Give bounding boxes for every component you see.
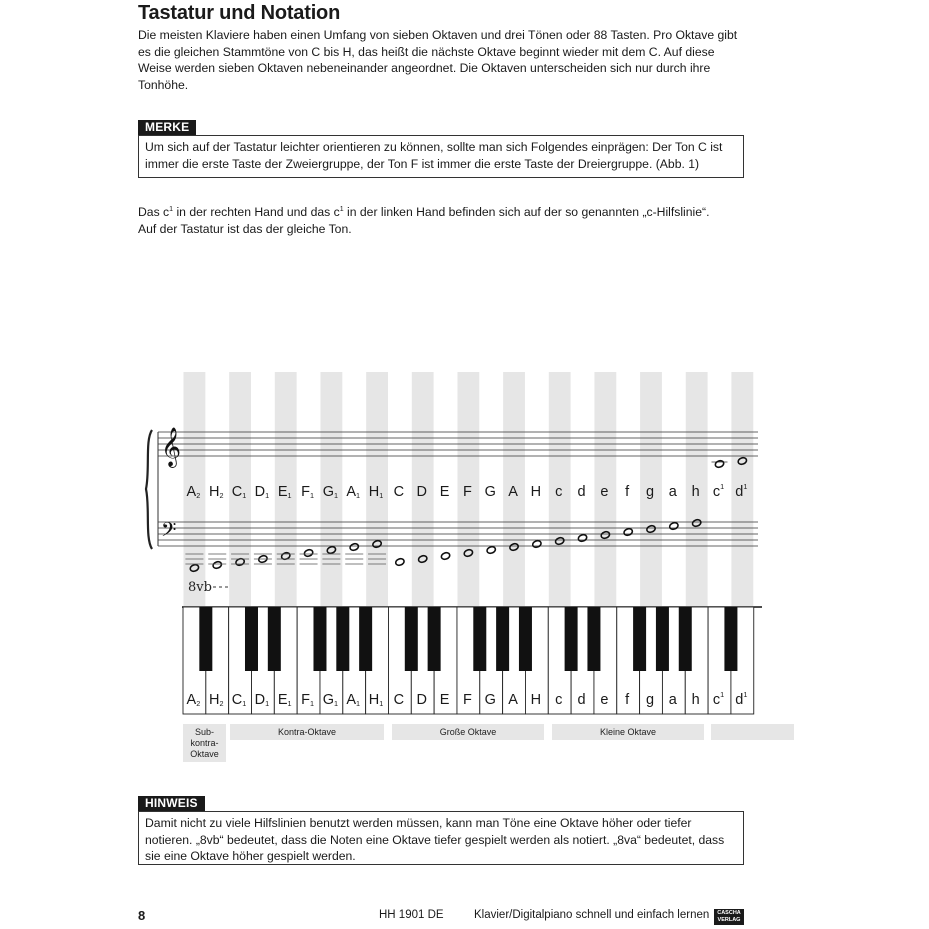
- octave-label: kontra-: [190, 738, 219, 748]
- note-names-staff: [187, 482, 748, 500]
- note-name-key: g: [645, 692, 655, 708]
- logo-line-2: VERLAG: [717, 917, 741, 923]
- page-title: Tastatur und Notation: [138, 2, 341, 24]
- black-key: [633, 607, 646, 671]
- publisher-logo: [714, 909, 744, 925]
- ottava-marker: 8vb: [188, 580, 212, 595]
- note-name-key: F1: [301, 692, 315, 708]
- merke-text: Um sich auf der Tastatur leichter orientieren zu können, sollte man sich Folgendes einprägen: Der Ton C ist immer die erste Taste der Zweiergruppe, der Ton F ist immer die erste Taste der Dreiergruppe. (Abb. 1): [145, 140, 723, 171]
- note-name-key: G1: [322, 692, 339, 708]
- black-key: [724, 607, 737, 671]
- merke-label: MERKE: [138, 120, 196, 135]
- whole-note: [714, 460, 724, 469]
- black-key: [519, 607, 532, 671]
- note-name-staff: e: [600, 484, 609, 500]
- note-name-key: H1: [368, 692, 384, 708]
- note-name-staff: G: [484, 484, 496, 500]
- octave-label: Kleine Oktave: [599, 727, 657, 737]
- treble-clef-icon: 𝄞: [161, 427, 182, 467]
- black-key: [565, 607, 578, 671]
- footer-code: HH 1901 DE: [379, 909, 444, 921]
- note-name-staff: D1: [254, 484, 270, 500]
- note-name-key: c: [555, 692, 563, 708]
- note-name-staff: E1: [277, 484, 292, 500]
- note-name-key: D: [416, 692, 427, 708]
- page-number: 8: [138, 908, 146, 923]
- note-name-key: d: [577, 692, 586, 708]
- note-name-staff: C1: [231, 484, 247, 500]
- whole-note: [486, 546, 496, 555]
- note-name-staff: H: [530, 484, 542, 500]
- note-name-staff: A1: [346, 484, 361, 500]
- hilfslinie-text-3: in der linken Hand befinden sich auf der so genannten „c-Hilfslinie“.: [343, 205, 710, 219]
- note-name-staff: f: [625, 484, 630, 500]
- black-key: [656, 607, 669, 671]
- whole-note: [349, 543, 359, 552]
- octave-label: Sub-: [194, 727, 215, 737]
- brace-icon: [146, 430, 152, 549]
- note-name-key: A2: [186, 692, 201, 708]
- whole-note: [577, 534, 587, 543]
- whole-note: [669, 522, 679, 531]
- hilfslinie-text-2: in der rechten Hand und das c: [173, 205, 340, 219]
- hinweis-label: HINWEIS: [138, 796, 205, 811]
- note-name-staff: D: [416, 484, 427, 500]
- octave-labels: [183, 724, 794, 762]
- note-name-key: a: [668, 692, 677, 708]
- whole-note: [395, 558, 405, 567]
- hilfslinie-text-1: Das c: [138, 205, 170, 219]
- note-name-staff: A2: [186, 484, 201, 500]
- black-key: [313, 607, 326, 671]
- hinweis-box: [138, 811, 744, 865]
- note-name-key: E: [439, 692, 450, 708]
- note-name-key: C: [393, 692, 405, 708]
- note-name-key: G: [484, 692, 496, 708]
- note-name-staff: h: [691, 484, 700, 500]
- black-key: [336, 607, 349, 671]
- whole-note: [212, 561, 222, 570]
- black-key: [428, 607, 441, 671]
- note-name-staff: $d^1$: [735, 482, 748, 500]
- note-name-key: f: [625, 692, 630, 708]
- octave-label: Oktave: [190, 749, 219, 759]
- black-key: [268, 607, 281, 671]
- whole-note: [303, 549, 313, 558]
- black-key: [587, 607, 600, 671]
- note-name-key: A: [508, 692, 518, 708]
- note-name-key: E1: [277, 692, 292, 708]
- note-name-key: $c^1$: [712, 690, 725, 708]
- note-name-staff: F: [462, 484, 472, 500]
- octave-box: [711, 724, 794, 740]
- octave-label: Große Oktave: [439, 727, 497, 737]
- note-name-staff: H2: [208, 484, 224, 500]
- logo-line-1: CASCHA: [717, 910, 741, 916]
- note-name-staff: G1: [322, 484, 339, 500]
- whole-note: [532, 540, 542, 549]
- note-name-staff: A: [508, 484, 518, 500]
- whole-note: [623, 528, 633, 537]
- note-name-key: D1: [254, 692, 270, 708]
- note-name-staff: C: [393, 484, 405, 500]
- hilfslinie-sup-2: 1: [339, 206, 344, 213]
- black-key: [359, 607, 372, 671]
- black-key: [245, 607, 258, 671]
- black-key: [405, 607, 418, 671]
- hilfslinie-text-4: Auf der Tastatur ist das der gleiche Ton.: [138, 221, 352, 236]
- note-name-key: h: [691, 692, 700, 708]
- note-name-staff: $c^1$: [712, 482, 725, 500]
- note-name-key: H2: [208, 692, 224, 708]
- black-key: [679, 607, 692, 671]
- note-name-key: $d^1$: [735, 690, 748, 708]
- bass-clef-icon: 𝄢: [161, 518, 177, 546]
- black-key: [496, 607, 509, 671]
- note-name-key: A1: [346, 692, 361, 708]
- whole-note: [440, 552, 450, 561]
- black-key: [199, 607, 212, 671]
- note-name-staff: a: [668, 484, 677, 500]
- note-name-staff: H1: [368, 484, 384, 500]
- note-name-staff: g: [645, 484, 655, 500]
- note-name-staff: F1: [301, 484, 315, 500]
- note-name-key: e: [600, 692, 609, 708]
- footer-book-title: Klavier/Digitalpiano schnell und einfach lernen: [474, 909, 710, 921]
- note-name-staff: E: [439, 484, 450, 500]
- note-name-key: H: [530, 692, 542, 708]
- intro-paragraph: Die meisten Klaviere haben einen Umfang von sieben Oktaven und drei Tönen oder 88 Tasten. Pro Oktave gibt es die gleichen Stammtöne von C bis H, das heißt die nächste Oktave beginnt wieder mit dem C. Auf diese Weise werden sieben Oktaven nebeneinander angeordnet. Die Oktaven unterscheiden sich nur durch ihre Tonhöhe.: [138, 28, 738, 92]
- hinweis-text: Damit nicht zu viele Hilfslinien benutzt werden müssen, kann man Töne eine Oktave höher oder tiefer notieren. „8vb“ bedeutet, dass die Noten eine Oktave tiefer gespielt werden als notiert. „8va“ bedeutet, dass sie eine Oktave höher gespielt werden.: [145, 816, 725, 863]
- note-name-key: F: [462, 692, 472, 708]
- hilfslinie-sup-1: 1: [169, 206, 174, 213]
- note-name-key: C1: [231, 692, 247, 708]
- note-name-staff: d: [577, 484, 586, 500]
- black-key: [473, 607, 486, 671]
- note-name-staff: c: [555, 484, 563, 500]
- octave-label: Kontra-Oktave: [277, 727, 337, 737]
